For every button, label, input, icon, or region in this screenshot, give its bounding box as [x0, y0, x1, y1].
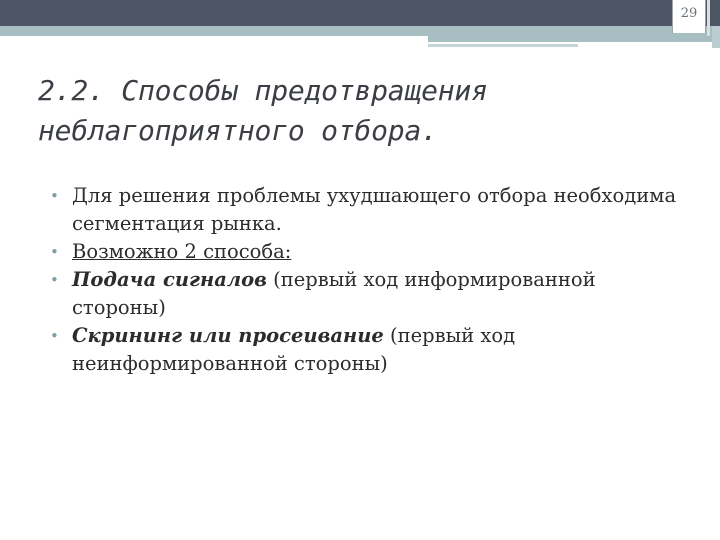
- bullet-item: [50, 238, 690, 266]
- header-accent-strip: [428, 36, 720, 42]
- bullet-item: [50, 322, 690, 378]
- header-edge-accent: [712, 26, 720, 48]
- bullet-item: [50, 266, 690, 322]
- slide-number-box-shadow: [707, 0, 710, 36]
- bullet-emphasis: Скрининг или просеивание: [72, 324, 384, 347]
- bullet-dot-icon: •: [50, 271, 59, 289]
- bullet-dot-icon: •: [50, 243, 59, 261]
- bullet-text: Для решения проблемы ухудшающего отбора необходима сегментация рынка.: [72, 184, 677, 235]
- bullet-list: [50, 182, 690, 378]
- bullet-text: (первый ход неинформированной стороны): [72, 324, 516, 375]
- slide-title: 2.2. Способы предотвращения неблагоприятного отбора.: [38, 74, 488, 147]
- header-bar: [0, 0, 720, 26]
- bullet-text: (первый ход информированной стороны): [72, 268, 596, 319]
- bullet-item: [50, 182, 690, 238]
- bullet-dot-icon: •: [50, 187, 59, 205]
- header-accent-band: [0, 26, 720, 36]
- bullet-text: Возможно 2 способа:: [72, 240, 292, 263]
- header-accent-line: [428, 44, 578, 47]
- bullet-emphasis: Подача сигналов: [72, 268, 267, 291]
- bullet-dot-icon: •: [50, 327, 59, 345]
- slide-number: 29: [680, 6, 698, 21]
